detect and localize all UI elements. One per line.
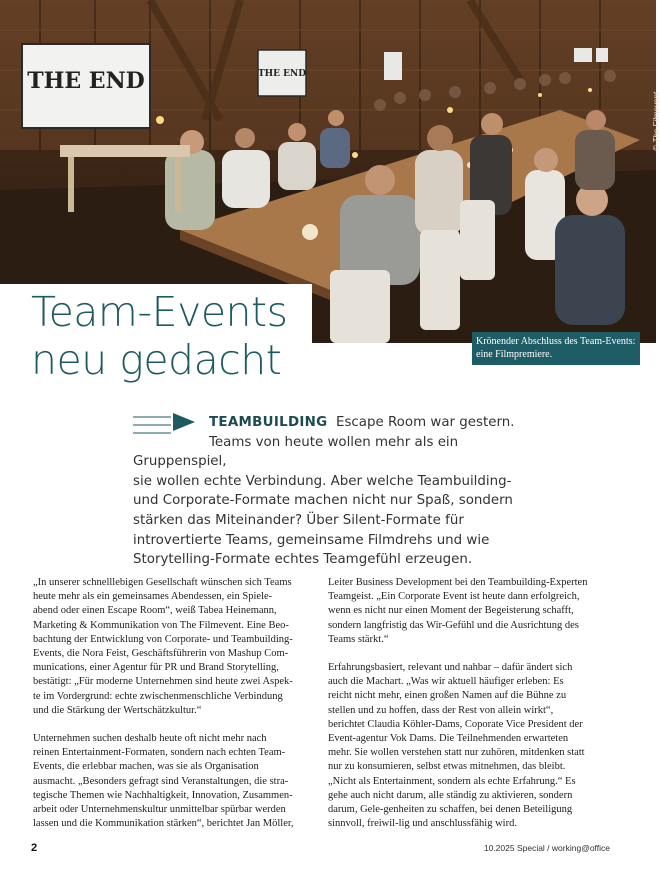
title-line-2: neu gedacht [31,336,282,384]
body-column-right [328,576,590,845]
title-line-1: Team-Events [31,288,288,336]
screen-text: THE END [27,68,145,94]
photo-credit: © The Filmevent [652,92,661,151]
paragraph: Leiter Business Development bei den Teambuilding-Experten Teamgeist. „Ein Corporate Event ist heute dann erfolgreich, wenn es nicht nur einen Moment der Begeisterung schafft, sondern langfristig das Wir-Gefühl und die Ausrichtung des Teams stärkt.“ [328,577,588,645]
issue-label: 10.2025 Special / working@office [483,843,610,853]
lead-kicker: TEAMBUILDING [209,415,328,430]
page-number: 2 [31,842,38,854]
lead-line-2: Teams von heute wollen mehr als ein Gruppenspiel, [133,434,459,470]
paragraph: Unternehmen suchen deshalb heute oft nicht mehr nach reinen Entertainment-Formaten, sondern nach echten Team-Events, die erlebbar machen, was sie als Organisation ausmacht. „Besonders gefragt sind Veranstaltungen, die stra-tegische Themen wie Nachhaltigkeit, Innovation, Zusammen-arbeit oder Unternehmenskultur unmittelbar spürbar werden lassen und die Kommunikation stärken“, berichtet Jan Möller, [33,733,294,830]
paragraph: Erfahrungsbasiert, relevant und nahbar – dafür ändert sich auch die Machart. „Was wir aktuell häufiger erleben: Es reicht nicht mehr, einen großen Namen auf die Bühne zu stellen und zu hoffen, dass der Rest von allein wirkt“, berichtet Claudia Köhler-Dams, Coporate Vice President der Event-agentur Vok Dams. Die Teilnehmenden erwarteten mehr. Sie wollen verstehen statt nur zuhören, mitdenken statt nur zu konsumieren, selbst etwas mitnehmen, das bleibt. „Nicht als Entertainment, sondern als echte Erfahrung.“ Es gehe auch nicht darum, alle ständig zu aktivieren, sondern darum, Gele-genheiten zu schaffen, bei denen Beteiligung sinnvoll, freiwil-lig und anschlussfähig wird. [328,662,585,830]
body-column-left [33,576,295,845]
photo-caption: Krönender Abschluss des Team-Events: eine Filmpremiere. [472,332,640,365]
lead-rest: sie wollen echte Verbindung. Aber welche Teambuilding- und Corporate-Formate machen nicht nur Spaß, sondern stärken das Miteinander? Über Silent-Formate für introvertierte Teams, gemeinsame Filmdrehs und wie Storytelling-Formate echtes Teamgefühl erzeugen. [133,473,513,568]
lead-teaser [133,413,533,570]
page-title [31,288,287,384]
svg-text:THE END: THE END [257,69,307,79]
paragraph: „In unserer schnelllebigen Gesellschaft wünschen sich Teams heute mehr als ein gemeinsames Abendessen, ein Spiele-abend oder einen Escape Room“, weiß Tabea Heinemann, Marketing & Kommunikation von The Filmevent. Eine Beo-bachtung der Entwicklung von Corporate- und Teambuilding-Events, die Nora Feist, Geschäftsführerin von Mashup Com-munications, einer Agentur für PR und Brand Storytelling, bestätigt: „Für moderne Unternehmen sind heute zwei Aspek-te im Vordergrund: echte zwischenmenschliche Verbindung und die Stärkung der Wertschätzkultur.“ [33,577,293,716]
lead-line-1: Escape Room war gestern. [335,415,515,430]
